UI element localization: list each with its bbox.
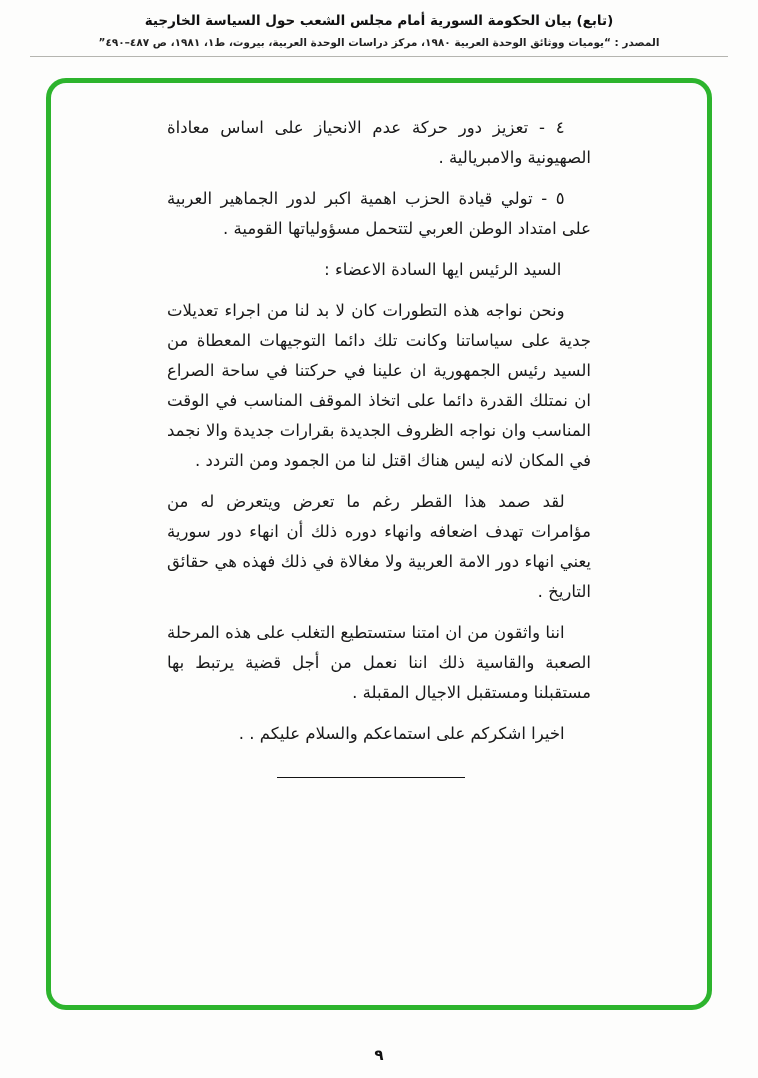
paragraph-point-4: ٤ - تعزيز دور حركة عدم الانحياز على اساس معاداة الصهيونية والامبريالية . <box>167 118 591 167</box>
paragraph-salutation: السيد الرئيس ايها السادة الاعضاء : <box>324 260 562 279</box>
document-title: (تابع) بيان الحكومة السورية أمام مجلس الشعب حول السياسة الخارجية <box>144 13 614 29</box>
closing-divider <box>277 777 465 778</box>
paragraph-point-5: ٥ - تولي قيادة الحزب اهمية اكبر لدور الجماهير العربية على امتداد الوطن العربي لتتحمل مسؤولياتها القومية . <box>167 189 591 238</box>
body-text <box>167 113 591 778</box>
page-number: ٩ <box>374 1046 384 1064</box>
paragraph-closing: اخيرا اشكركم على استماعكم والسلام عليكم . . <box>238 724 565 743</box>
document-header <box>0 0 758 57</box>
paragraph-body-2: لقد صمد هذا القطر رغم ما تعرض ويتعرض له من مؤامرات تهدف اضعافه وانهاء دوره ذلك أن انهاء دور سورية يعني انهاء دور الامة العربية ولا مغالاة في ذلك فهذه هي حقائق التاريخ . <box>167 492 591 601</box>
document-source-line: المصدر : “يوميات ووثائق الوحدة العربية ١٩٨٠، مركز دراسات الوحدة العربية، بيروت، ط١، ١٩٨١، ص ٤٨٧–٤٩٠” <box>98 37 660 49</box>
content-frame <box>46 78 712 1010</box>
paragraph-body-3: اننا واثقون من ان امتنا ستستطيع التغلب على هذه المرحلة الصعبة والقاسية ذلك اننا نعمل من أجل قضية يرتبط بها مستقبلنا ومستقبل الاجيال المقبلة . <box>167 623 591 702</box>
paragraph-body-1: ونحن نواجه هذه التطورات كان لا بد لنا من اجراء تعديلات جدية على سياساتنا وكانت تلك دائما التوجيهات المعطاة من السيد رئيس الجمهورية ان علينا في حركتنا في ساحة الصراع ان نمتلك القدرة دائما على اتخاذ الموقف المناسب في الوقت المناسب وان نواجه الظروف الجديدة بقرارات جديدة والا نجمد في المكان لانه ليس هناك اقتل لنا من الجمود ومن التردد . <box>167 301 591 470</box>
header-divider <box>30 56 728 57</box>
